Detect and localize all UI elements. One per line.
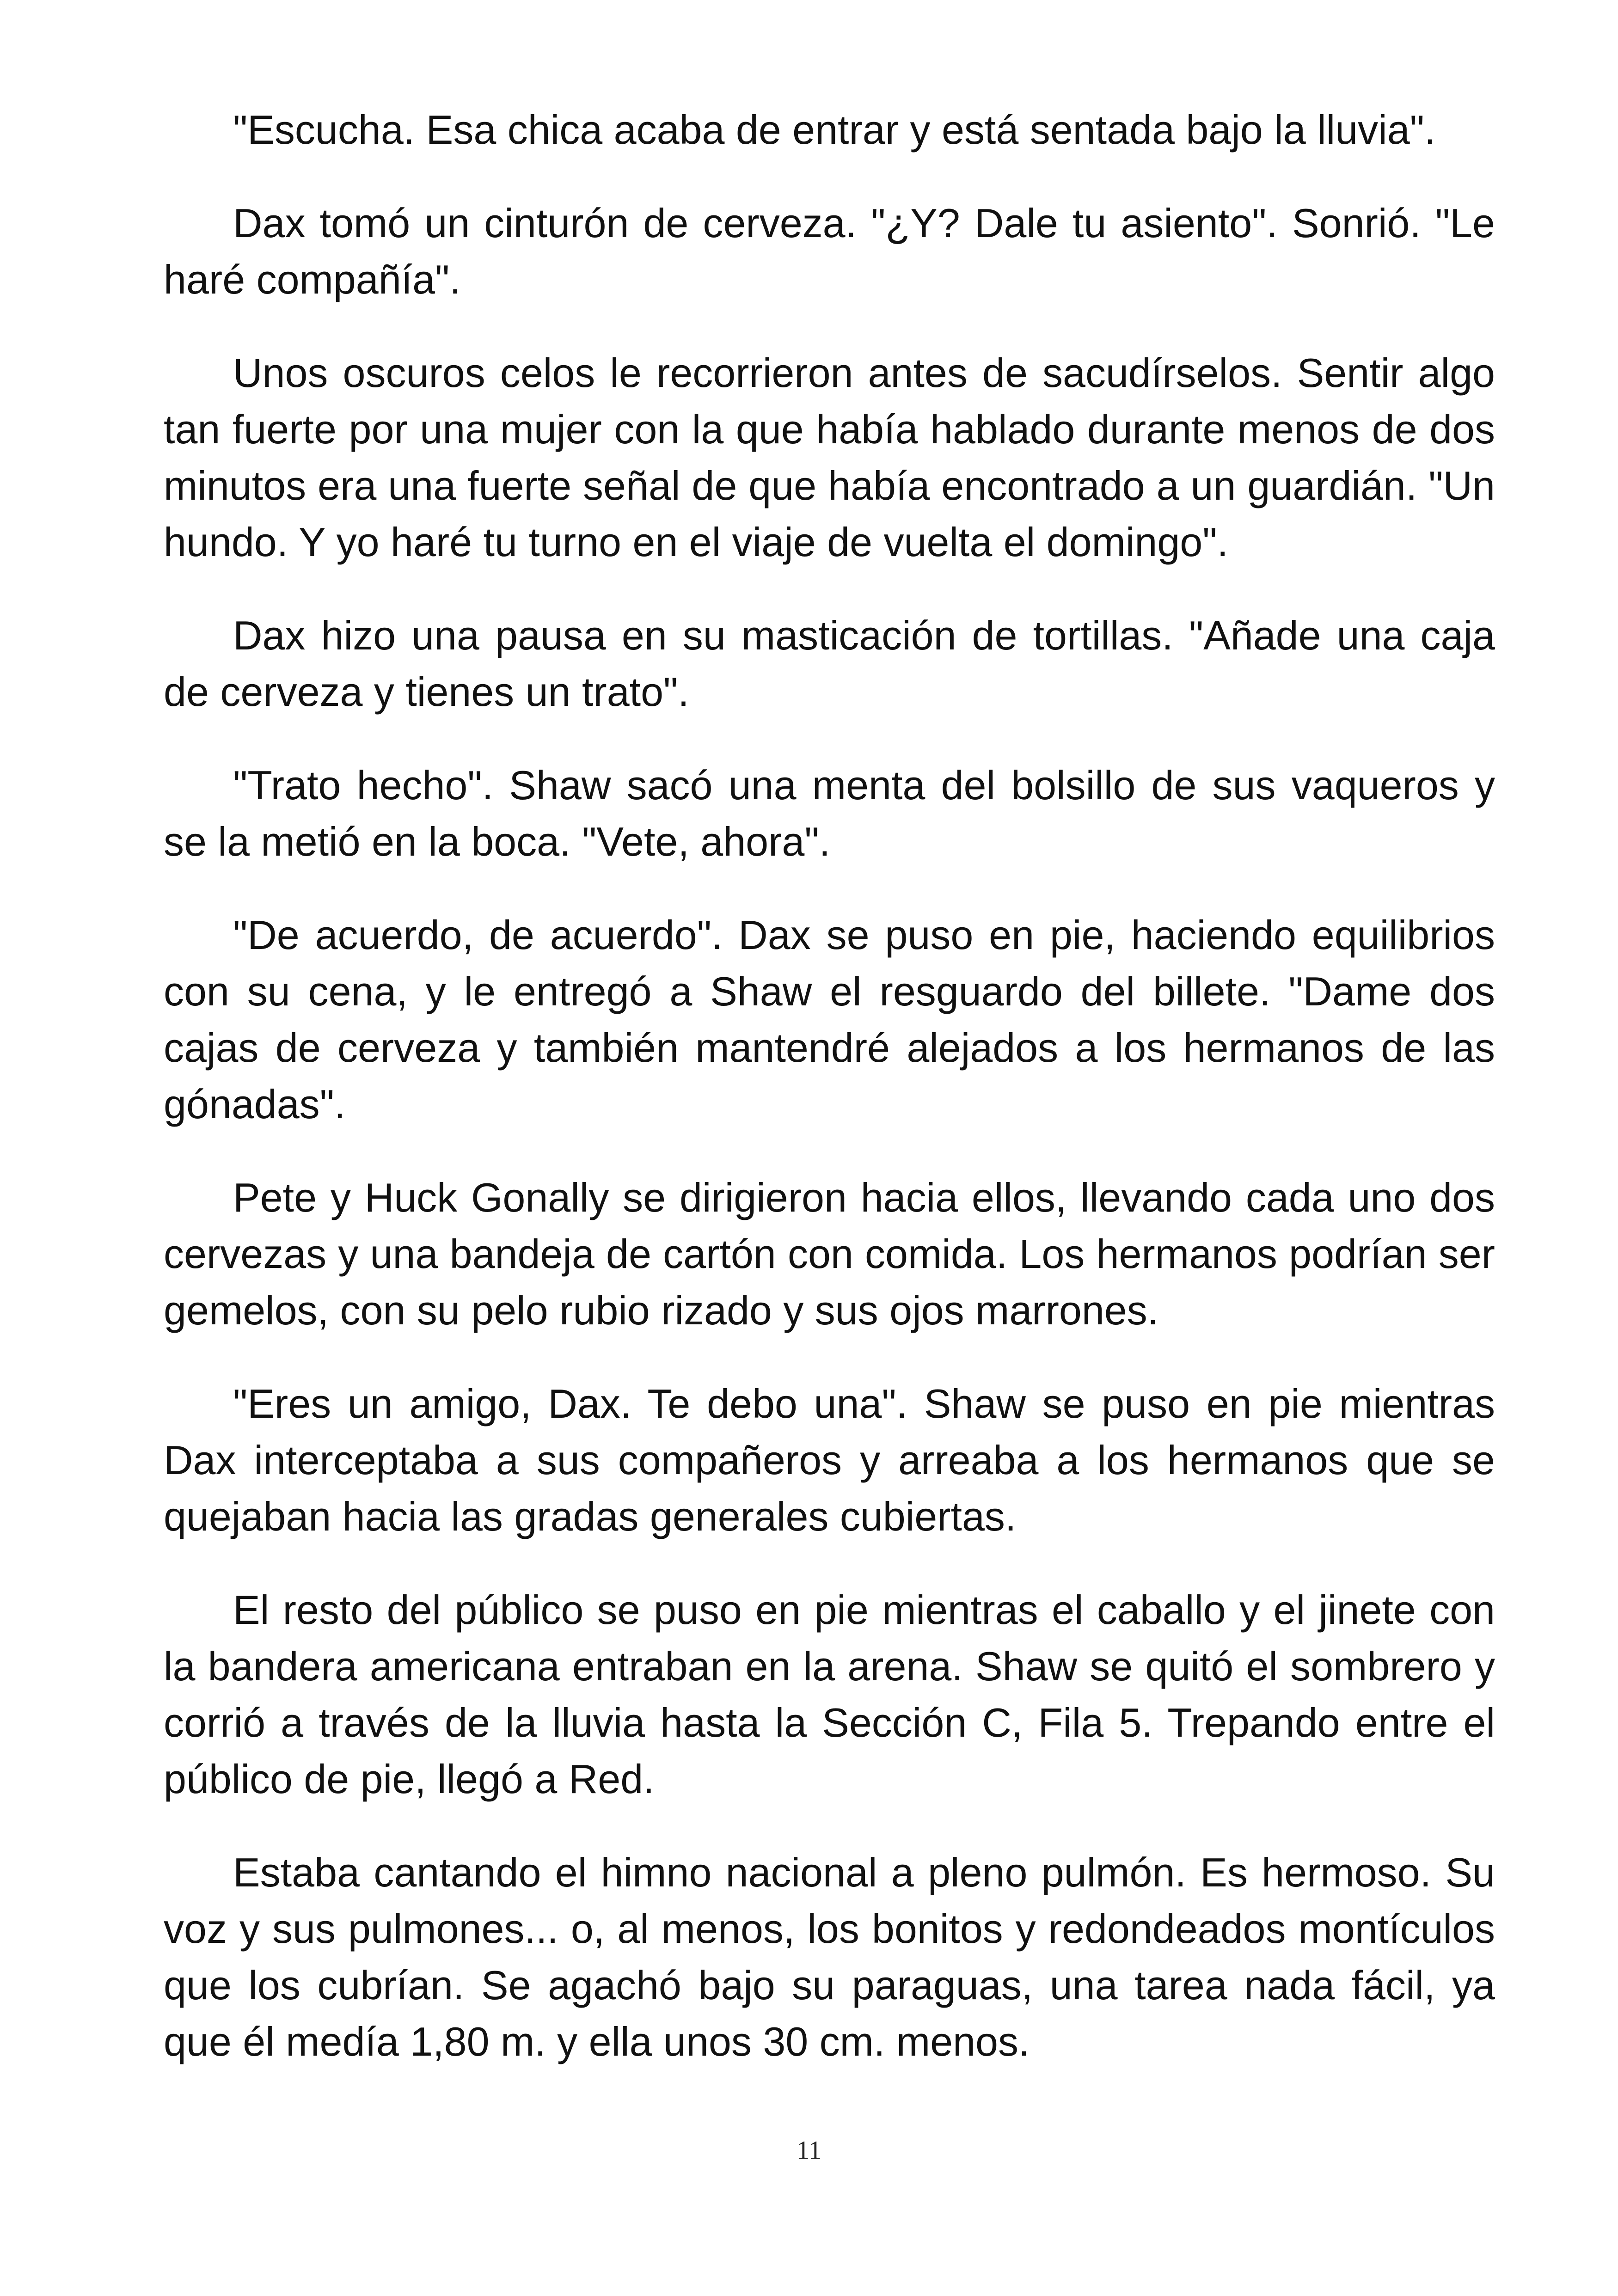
paragraph-1: "Escucha. Esa chica acaba de entrar y está sentada bajo la lluvia". bbox=[233, 107, 1436, 153]
paragraph-4: Dax hizo una pausa en su masticación de tortillas. "Añade una caja de cerveza y tienes un trato". bbox=[164, 612, 1495, 715]
paragraph-3: Unos oscuros celos le recorrieron antes de sacudírselos. Sentir algo tan fuerte por una mujer con la que había hablado durante menos de dos minutos era una fuerte señal de que había encontrado a un guardián. "Un hundo. Y yo haré tu turno en el viaje de vuelta el domingo". bbox=[164, 350, 1495, 565]
paragraph-7: Pete y Huck Gonally se dirigieron hacia ellos, llevando cada uno dos cervezas y una bandeja de cartón con comida. Los hermanos podrían ser gemelos, con su pelo rubio rizado y sus ojos marrones. bbox=[164, 1175, 1495, 1333]
paragraph-9: El resto del público se puso en pie mientras el caballo y el jinete con la bandera americana entraban en la arena. Shaw se quitó el sombrero y corrió a través de la lluvia hasta la Sección C, Fila 5. Trepando entre el público de pie, llegó a Red. bbox=[164, 1587, 1495, 1802]
paragraph-10: Estaba cantando el himno nacional a pleno pulmón. Es hermoso. Su voz y sus pulmones... o, al menos, los bonitos y redondeados montículos que los cubrían. Se agachó bajo su paraguas, una tarea nada fácil, ya que él medía 1,80 m. y ella unos 30 cm. menos. bbox=[164, 1849, 1495, 2064]
paragraph-2: Dax tomó un cinturón de cerveza. "¿Y? Dale tu asiento". Sonrió. "Le haré compañía". bbox=[164, 200, 1495, 302]
paragraph-8: "Eres un amigo, Dax. Te debo una". Shaw se puso en pie mientras Dax interceptaba a sus compañeros y arreaba a los hermanos que se quejaban hacia las gradas generales cubiertas. bbox=[164, 1381, 1495, 1539]
paragraph-6: "De acuerdo, de acuerdo". Dax se puso en pie, haciendo equilibrios con su cena, y le entregó a Shaw el resguardo del billete. "Dame dos cajas de cerveza y también mantendré alejados a los hermanos de las gónadas". bbox=[164, 912, 1495, 1127]
body-text bbox=[164, 102, 1495, 2107]
paragraph-5: "Trato hecho". Shaw sacó una menta del bolsillo de sus vaqueros y se la metió en la boca. "Vete, ahora". bbox=[164, 762, 1495, 864]
page-number: 11 bbox=[797, 2136, 821, 2165]
